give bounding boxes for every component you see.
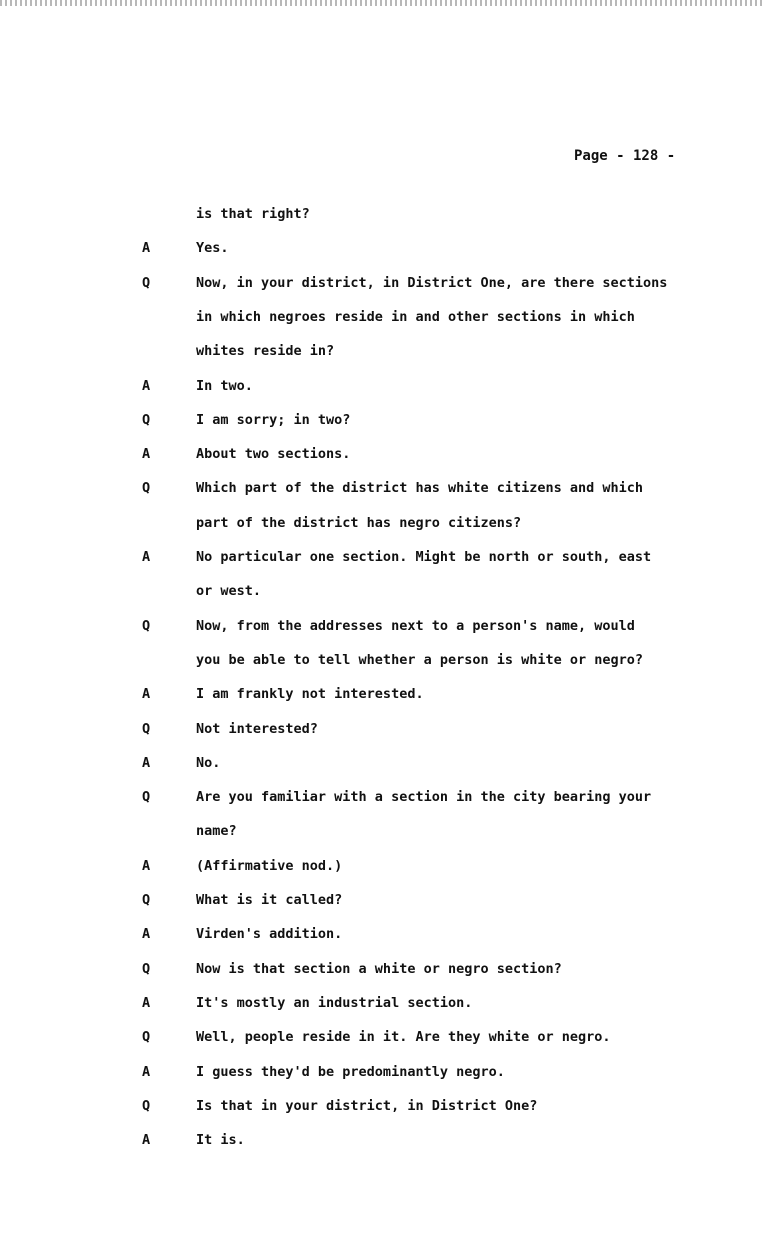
speaker-label: A — [142, 378, 151, 394]
scan-top-edge — [0, 0, 763, 6]
speaker-label: Q — [142, 1098, 151, 1114]
line-text: It's mostly an industrial section. — [196, 995, 473, 1011]
line-text: Is that in your district, in District One? — [196, 1098, 538, 1114]
line-text: I guess they'd be predominantly negro. — [196, 1064, 505, 1080]
speaker-label: A — [142, 926, 151, 942]
speaker-label: A — [142, 446, 151, 462]
line-text: Yes. — [196, 240, 229, 256]
line-text: In two. — [196, 378, 253, 394]
speaker-label: Q — [142, 480, 151, 496]
line-text: Are you familiar with a section in the city bearing your — [196, 789, 652, 805]
speaker-label: Q — [142, 961, 151, 977]
speaker-label: A — [142, 549, 151, 565]
line-text: Which part of the district has white citizens and which — [196, 480, 644, 496]
line-text: No. — [196, 755, 221, 771]
line-text: Not interested? — [196, 721, 318, 737]
line-text: No particular one section. Might be north or south, east — [196, 549, 652, 565]
line-text: What is it called? — [196, 892, 343, 908]
line-text: It is. — [196, 1132, 245, 1148]
line-text: Virden's addition. — [196, 926, 343, 942]
speaker-label: Q — [142, 275, 151, 291]
line-text: I am sorry; in two? — [196, 412, 351, 428]
speaker-label: A — [142, 995, 151, 1011]
speaker-label: Q — [142, 618, 151, 634]
line-text: is that right? — [196, 206, 310, 222]
line-text: you be able to tell whether a person is white or negro? — [196, 652, 644, 668]
speaker-label: A — [142, 240, 151, 256]
line-text: or west. — [196, 583, 262, 599]
speaker-label: Q — [142, 412, 151, 428]
speaker-label: A — [142, 755, 151, 771]
speaker-label: Q — [142, 721, 151, 737]
speaker-label: Q — [142, 1029, 151, 1045]
speaker-label: A — [142, 1132, 151, 1148]
speaker-label: A — [142, 686, 151, 702]
line-text: (Affirmative nod.) — [196, 858, 343, 874]
line-text: About two sections. — [196, 446, 351, 462]
line-text: I am frankly not interested. — [196, 686, 424, 702]
speaker-label: A — [142, 858, 151, 874]
line-text: Well, people reside in it. Are they white or negro. — [196, 1029, 611, 1045]
line-text: name? — [196, 823, 237, 839]
line-text: Now, in your district, in District One, are there sections — [196, 275, 668, 291]
speaker-label: Q — [142, 892, 151, 908]
line-text: in which negroes reside in and other sections in which — [196, 309, 635, 325]
speaker-label: A — [142, 1064, 151, 1080]
line-text: Now is that section a white or negro section? — [196, 961, 562, 977]
line-text: whites reside in? — [196, 343, 335, 359]
line-text: part of the district has negro citizens? — [196, 515, 522, 531]
speaker-label: Q — [142, 789, 151, 805]
line-text: Now, from the addresses next to a person's name, would — [196, 618, 635, 634]
page-number: Page - 128 - — [574, 148, 676, 164]
